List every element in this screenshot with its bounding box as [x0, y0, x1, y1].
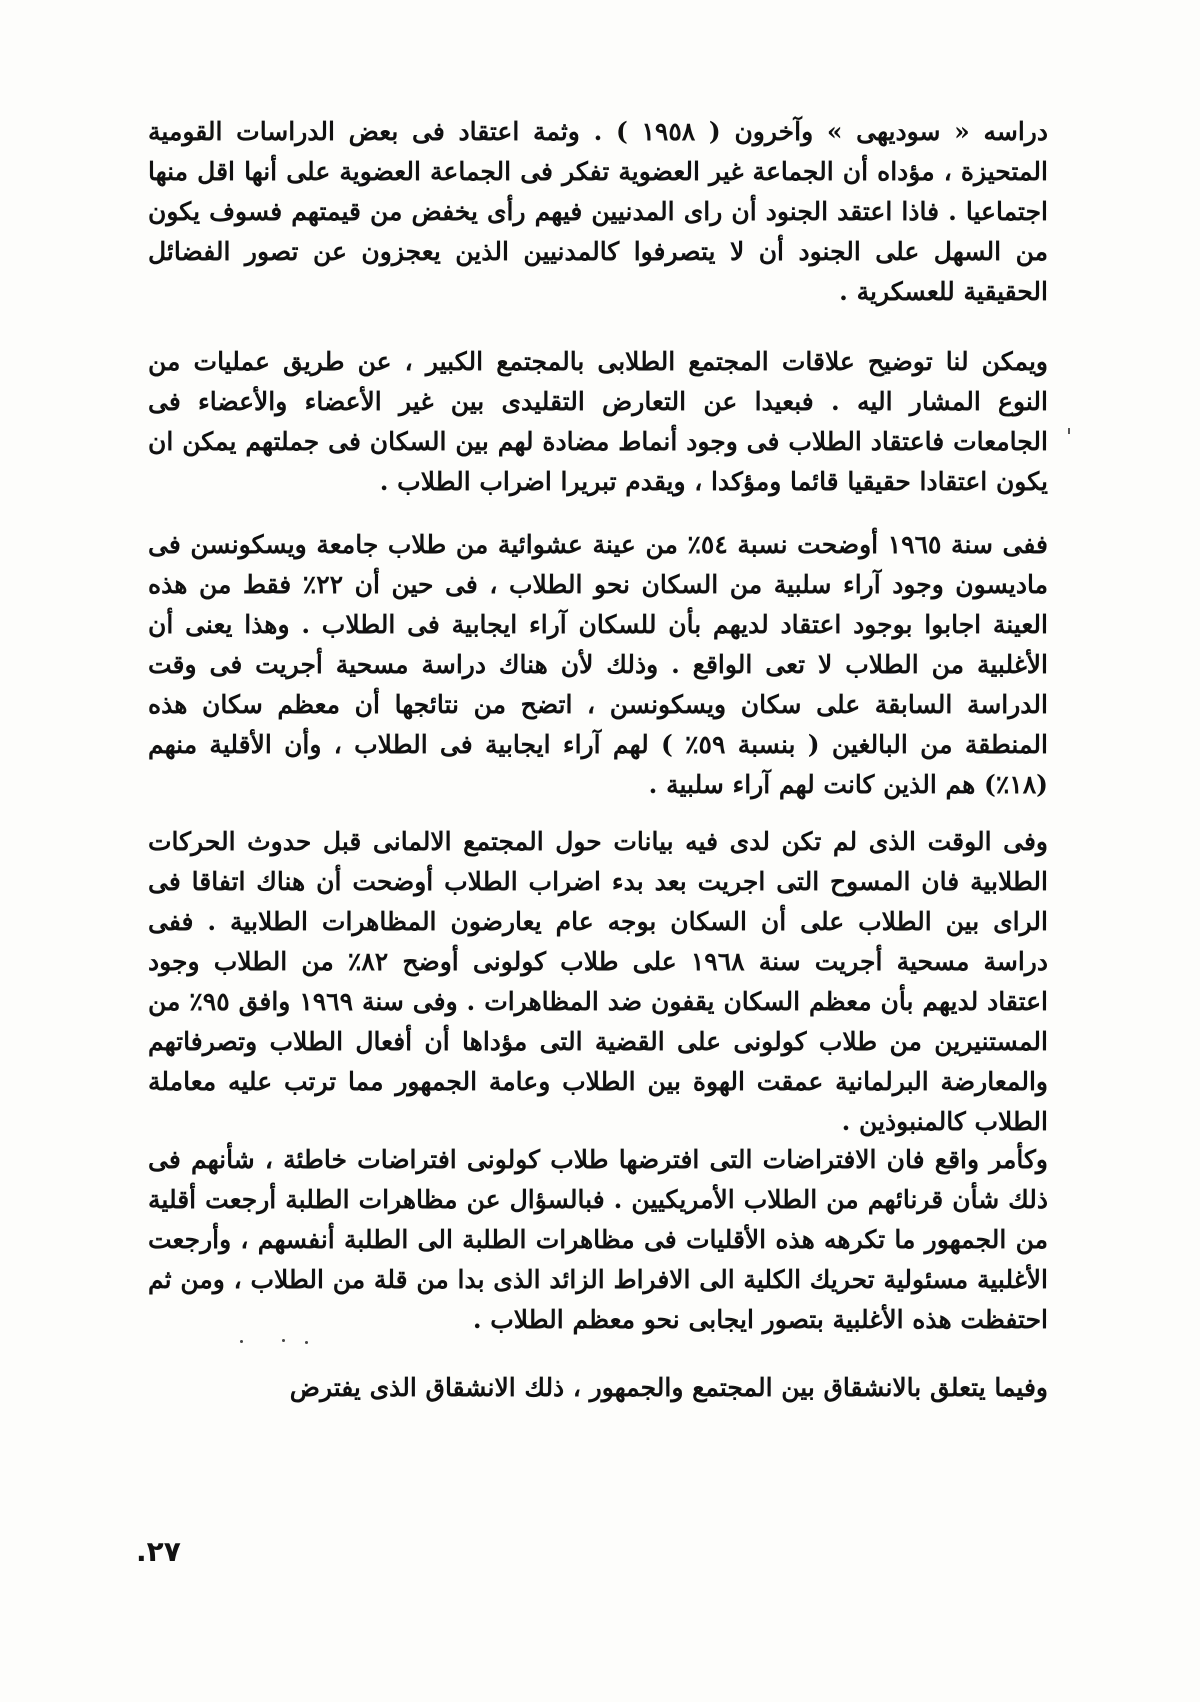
scan-speck	[282, 1339, 285, 1342]
paragraph-6: وفيما يتعلق بالانشقاق بين المجتمع والجمهور ، ذلك الانشقاق الذى يفترض	[289, 1373, 1048, 1402]
paragraph-2-block	[148, 342, 1048, 502]
paragraph-1: دراسه « سوديهى » وآخرون ( ١٩٥٨ ) . وثمة اعتقاد فى بعض الدراسات القومية المتحيزة ، مؤداه أن الجماعة غير العضوية تفكر فى الجماعة العضوية على أنها اقل منها اجتماعيا . فاذا اعتقد الجنود أن راى المدنيين فيهم رأى يخفض من قيمتهم فسوف يكون من السهل على الجنود أن لا يتصرفوا كالمدنيين الذين يعجزون عن تصور الفضائل الحقيقية للعسكرية .	[148, 117, 1048, 306]
scan-edge-mark	[1068, 428, 1070, 434]
paragraph-3: ففى سنة ١٩٦٥ أوضحت نسبة ٥٤٪ من عينة عشوائية من طلاب جامعة ويسكونسن فى ماديسون وجود آراء سلبية من السكان نحو الطلاب ، فى حين أن ٢٢٪ فقط من هذه العينة اجابوا بوجود اعتقاد لديهم بأن للسكان آراء ايجابية فى الطلاب . وهذا يعنى أن الأغلبية من الطلاب لا تعى الواقع . وذلك لأن هناك دراسة مسحية أجريت فى وقت الدراسة السابقة على سكان ويسكونسن ، اتضح من نتائجها أن معظم سكان هذه المنطقة من البالغين ( بنسبة ٥٩٪ ) لهم آراء ايجابية فى الطلاب ، وأن الأقلية منهم (١٨٪) هم الذين كانت لهم آراء سلبية .	[148, 530, 1048, 799]
paragraph-1-block	[148, 112, 1048, 312]
scan-speck	[305, 1341, 308, 1344]
paragraph-2: ويمكن لنا توضيح علاقات المجتمع الطلابى بالمجتمع الكبير ، عن طريق عمليات من النوع المشار اليه . فبعيدا عن التعارض التقليدى بين غير الأعضاء والأعضاء فى الجامعات فاعتقاد الطلاب فى وجود أنماط مضادة لهم بين السكان فى جملتهم يمكن ان يكون اعتقادا حقيقيا قائما ومؤكدا ، ويقدم تبريرا اضراب الطلاب .	[148, 347, 1048, 496]
scan-speck	[240, 1340, 243, 1343]
paragraph-4: وفى الوقت الذى لم تكن لدى فيه بيانات حول المجتمع الالمانى قبل حدوث الحركات الطلابية فان المسوح التى اجريت بعد بدء اضراب الطلاب أوضحت أن هناك اتفاقا فى الراى بين الطلاب على أن السكان بوجه عام يعارضون المظاهرات الطلابية . ففى دراسة مسحية أجريت سنة ١٩٦٨ على طلاب كولونى أوضح ٨٢٪ من الطلاب وجود اعتقاد لديهم بأن معظم السكان يقفون ضد المظاهرات . وفى سنة ١٩٦٩ وافق ٩٥٪ من المستنيرين من طلاب كولونى على القضية التى مؤداها أن أفعال الطلاب وتصرفاتهم والمعارضة البرلمانية عمقت الهوة بين الطلاب وعامة الجمهور مما ترتب عليه معاملة الطلاب كالمنبوذين .	[148, 827, 1048, 1136]
paragraph-4-block	[148, 822, 1048, 1142]
paragraph-5: وكأمر واقع فان الافتراضات التى افترضها طلاب كولونى افتراضات خاطئة ، شأنهم فى ذلك شأن قرنائهم من الطلاب الأمريكيين . فبالسؤال عن مظاهرات الطلبة أرجعت أقلية من الجمهور ما تكرهه هذه الأقليات فى مظاهرات الطلبة الى الطلبة أنفسهم ، وأرجعت الأغلبية مسئولية تحريك الكلية الى الافراط الزائد الذى بدا من قلة من الطلاب ، ومن ثم احتفظت هذه الأغلبية بتصور ايجابى نحو معظم الطلاب .	[148, 1145, 1048, 1334]
paragraph-6-block	[148, 1368, 1048, 1408]
paragraph-3-block	[148, 525, 1048, 805]
paragraph-5-block	[148, 1140, 1048, 1340]
page-number: .٢٧	[136, 1535, 181, 1568]
